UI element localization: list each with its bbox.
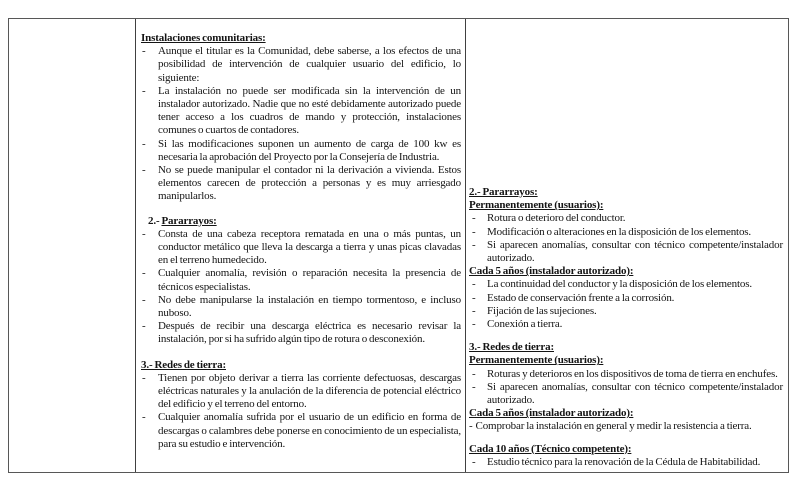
section-heading	[141, 32, 461, 45]
list-item-marker: -	[142, 293, 146, 306]
maintenance-group-heading: Cada 5 años (instalador autorizado):	[469, 265, 634, 278]
list-item-text: Si las modificaciones suponen un aumento de carga de 100 kw es necesaria la aprobación del Proyecto por la Consejería de Industria.	[158, 137, 461, 163]
list-item	[469, 212, 783, 225]
table-maintenance-cell	[466, 19, 788, 472]
section-heading-text: Instalaciones comunitarias:	[141, 32, 266, 44]
list-item-text: Si aparecen anomalías, consultar con técnico competente/instalador autorizado.	[487, 380, 783, 407]
list-item	[141, 320, 461, 346]
list-item	[141, 228, 461, 268]
list-item	[469, 381, 783, 407]
maintenance-section	[469, 186, 783, 331]
list-item	[469, 318, 783, 331]
list-item-text: No se puede manipular el contador ni la derivación a vivienda. Estos elementos carecen de protección a personas y es muy arriesgado manipularlos.	[158, 164, 461, 203]
list-item	[469, 278, 783, 291]
list-item-text: Roturas y deterioros en los dispositivos de toma de tierra en enchufes.	[487, 367, 778, 380]
maintenance-section	[469, 341, 783, 433]
list-item-marker: -	[472, 238, 476, 251]
section	[141, 215, 461, 347]
section	[141, 32, 461, 204]
section-heading-text: Pararrayos:	[161, 214, 217, 227]
maintenance-group-heading: Cada 10 años (Técnico competente):	[469, 442, 632, 455]
table-description-cell	[136, 19, 466, 472]
list-item-text: Consta de una cabeza receptora rematada en una o más puntas, un conductor metálico que lleva la descarga a tierra y unas picas clavadas en el terreno humedecido.	[158, 227, 461, 267]
list-item-marker: -	[472, 304, 476, 317]
list-item-text: Fijación de las sujeciones.	[487, 304, 597, 317]
maintenance-group-heading: Cada 5 años (instalador autorizado):	[469, 407, 634, 420]
list-item	[469, 226, 783, 239]
list-item-text: La instalación no puede ser modificada sin la intervención de un instalador autorizado. Nadie que no esté debidamente autorizado puede tener acceso a los cuadros de mando y protección, instalaciones comunes o cuartos de contadores.	[158, 84, 461, 137]
list-item-text: Aunque el titular es la Comunidad, debe saberse, a los efectos de una posibilidad de intervención de cualquier usuario del edificio, lo siguiente:	[158, 45, 461, 84]
list-item	[469, 368, 783, 381]
list-item	[141, 45, 461, 85]
list-item	[141, 267, 461, 293]
section-heading-prefix: 2.-	[148, 214, 162, 227]
section	[141, 359, 461, 451]
list-item-marker: -	[472, 380, 476, 393]
list-item	[141, 164, 461, 204]
list-item-text: No debe manipularse la instalación en tiempo tormentoso, e incluso nuboso.	[158, 293, 461, 320]
list-item	[469, 305, 783, 318]
list-item-marker: -	[142, 137, 146, 150]
list-item-marker: -	[472, 212, 476, 225]
list-item-marker: -	[142, 371, 146, 384]
list-item-marker: -	[469, 420, 473, 433]
list-item-marker: -	[472, 367, 476, 380]
list-item-text: Conexión a tierra.	[487, 318, 563, 331]
list-item-marker: -	[472, 318, 476, 331]
section-heading-text: 3.- Redes de tierra:	[141, 358, 226, 371]
list-item-marker: -	[472, 225, 476, 238]
list-item-marker: -	[142, 227, 146, 240]
list-item-text: Tienen por objeto derivar a tierra las corriente defectuosas, descargas eléctricas naturales y la anulación de la diferencia de potencial eléctrico del edificio y el terreno del entorno.	[158, 371, 461, 411]
maintenance-section-title: 2.- Pararrayos:	[469, 186, 538, 198]
list-item-flush	[469, 420, 783, 433]
middle-column-content	[141, 32, 461, 451]
list-item-marker: -	[142, 45, 146, 58]
list-item-marker: -	[472, 291, 476, 304]
list-item-marker: -	[142, 411, 146, 424]
maintenance-section	[469, 443, 783, 469]
list-item	[469, 239, 783, 265]
list-item	[141, 372, 461, 412]
list-item	[141, 85, 461, 138]
maintenance-section-title: 3.- Redes de tierra:	[469, 341, 554, 354]
maintenance-group-heading: Permanentemente (usuarios):	[469, 354, 604, 367]
list-item-marker: -	[142, 164, 146, 177]
list-item-marker: -	[142, 320, 146, 333]
list-item-text: Si aparecen anomalías, consultar con técnico competente/instalador autorizado.	[487, 238, 783, 265]
list-item	[141, 411, 461, 451]
list-item-text: Modificación o alteraciones en la disposición de los elementos.	[487, 225, 752, 238]
list-item-marker: -	[142, 84, 146, 97]
list-item-text: La continuidad del conductor y la disposición de los elementos.	[487, 278, 752, 291]
list-item-text: Rotura o deterioro del conductor.	[487, 212, 626, 225]
list-item-marker: -	[472, 278, 476, 291]
list-item-text: Cualquier anomalía sufrida por el usuario de un edificio en forma de descargas o calambres debe ponerse en conocimiento de un especialista, para su estudio e intervención.	[158, 411, 461, 450]
document-table	[8, 18, 789, 473]
list-item	[469, 292, 783, 305]
section-heading	[148, 215, 461, 228]
right-column-content	[469, 186, 783, 469]
list-item-text: Cualquier anomalía, revisión o reparación necesita la presencia de técnicos especialistas.	[158, 267, 461, 293]
section-heading	[141, 359, 461, 372]
maintenance-group-heading: Permanentemente (usuarios):	[469, 199, 604, 212]
list-item-marker: -	[472, 455, 476, 468]
list-item	[141, 138, 461, 164]
list-item	[141, 294, 461, 320]
list-item-text: Después de recibir una descarga eléctrica es necesario revisar la instalación, por si ha sufrido algún tipo de rotura o desconexión.	[158, 320, 461, 346]
list-item	[469, 456, 783, 469]
table-empty-left-cell	[9, 19, 136, 472]
list-item-text: Estudio técnico para la renovación de la Cédula de Habitabilidad.	[487, 455, 761, 468]
list-item-marker: -	[142, 267, 146, 280]
list-item-text: Comprobar la instalación en general y medir la resistencia a tierra.	[475, 420, 752, 433]
list-item-text: Estado de conservación frente a la corrosión.	[487, 291, 675, 304]
